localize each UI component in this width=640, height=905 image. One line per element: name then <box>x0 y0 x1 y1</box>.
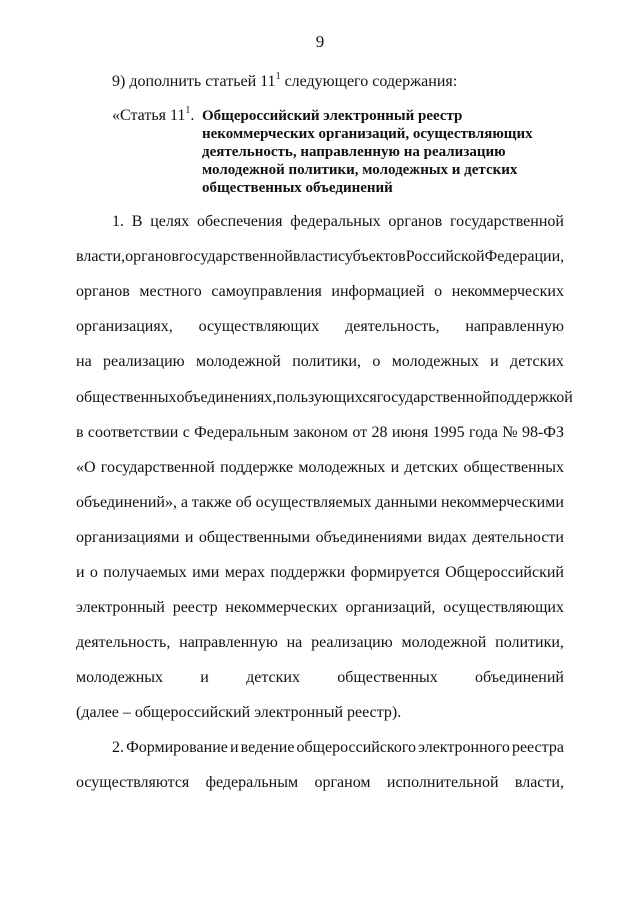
paragraph-line: организациями и общественными объединениями видах деятельности <box>76 528 564 546</box>
article-title-line: молодежной политики, молодежных и детских <box>202 162 518 178</box>
amendment-prefix: 9) дополнить статьей 11 <box>112 73 276 90</box>
article-title-line: некоммерческих организаций, осуществляющих <box>202 126 533 142</box>
paragraph-line: в соответствии с Федеральным законом от 28 июня 1995 года № 98-ФЗ <box>76 423 564 441</box>
article-title-line: общественных объединений <box>202 180 393 196</box>
paragraph-line: 2. Формирование и ведение общероссийского электронного реестра <box>112 739 564 756</box>
article-title-line: Общероссийский электронный реестр <box>202 108 463 124</box>
article-title <box>202 107 542 197</box>
paragraph-line: молодежных и детских общественных объединений <box>76 669 564 687</box>
article-label-prefix: «Статья 11 <box>112 107 186 124</box>
article-label <box>112 107 194 125</box>
article-title-line: деятельность, направленную на реализацию <box>202 144 506 160</box>
paragraph-line: организациях, осуществляющих деятельность, направленную <box>76 318 564 336</box>
paragraph-line: на реализацию молодежной политики, о молодежных и детских <box>76 353 564 371</box>
paragraph-line: общественных объединениях, пользующихся государственной поддержкой <box>76 388 573 406</box>
paragraph-line: и о получаемых ими мерах поддержки формируется Общероссийский <box>76 564 564 581</box>
paragraph-line: (далее – общероссийский электронный реестр). <box>76 704 402 722</box>
paragraph-line: деятельность, направленную на реализацию молодежной политики, <box>76 634 564 652</box>
page-number: 9 <box>315 32 325 51</box>
paragraph-line: электронный реестр некоммерческих организаций, осуществляющих <box>76 599 564 617</box>
amendment-suffix: следующего содержания: <box>280 73 458 90</box>
paragraph-line: органов местного самоуправления информацией о некоммерческих <box>76 283 564 301</box>
paragraph-line: объединений», а также об осуществляемых данными некоммерческими <box>76 493 564 511</box>
article-label-suffix: . <box>190 107 195 124</box>
paragraph-line: 1. В целях обеспечения федеральных органов государственной <box>112 213 564 230</box>
paragraph-line: власти, органов государственной власти субъектов Российской Федерации, <box>76 248 565 266</box>
amendment-line <box>112 73 457 91</box>
paragraph-line: осуществляются федеральным органом исполнительной власти, <box>76 774 564 792</box>
amendment-sup: 1 <box>275 71 281 82</box>
paragraph-line: «О государственной поддержке молодежных и детских общественных <box>76 458 564 476</box>
article-label-sup: 1 <box>185 105 191 116</box>
